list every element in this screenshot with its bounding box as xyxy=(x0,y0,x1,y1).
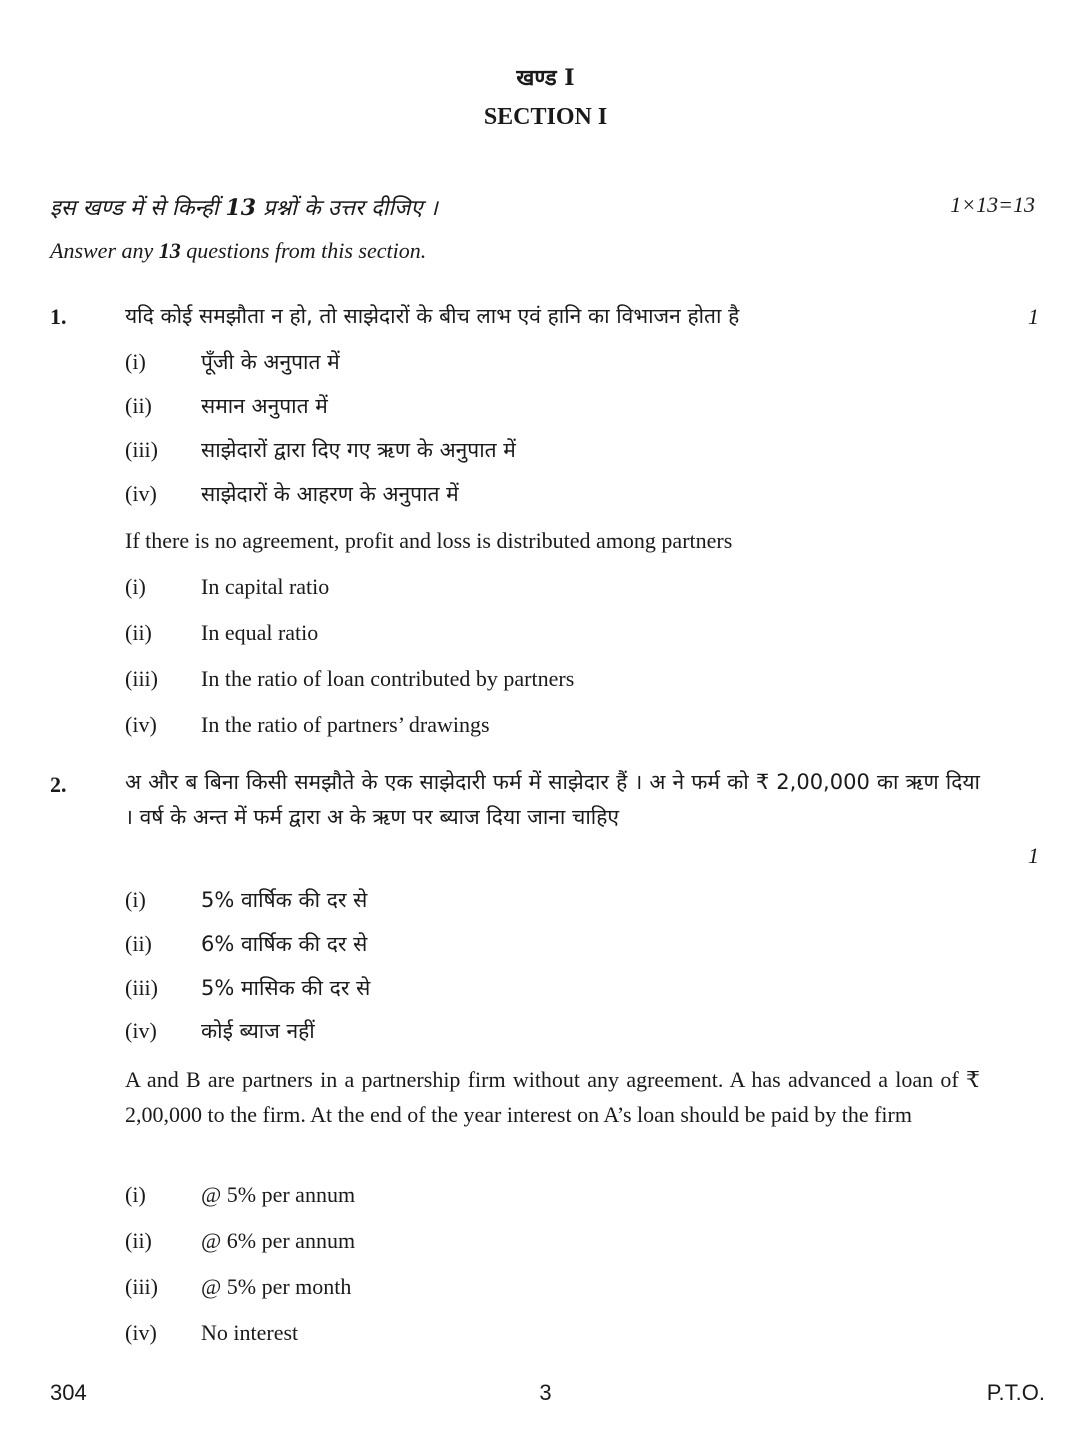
instructions-english: Answer any 13 questions from this section. xyxy=(50,238,427,263)
question-number: 1. xyxy=(50,304,67,329)
option-english: (ii) In equal ratio xyxy=(125,620,319,645)
question-text-english: If there is no agreement, profit and loss is distributed among partners xyxy=(125,528,733,553)
section-title-hindi: खण्ड I xyxy=(516,65,575,91)
paper-code: 304 xyxy=(50,1380,87,1405)
option-english: (i) @ 5% per annum xyxy=(125,1182,356,1207)
question-text-english: A and B are partners in a partnership firm without any agreement. A has advanced a loan of ₹ 2,00,000 to the firm. At the end of the year interest on A’s loan should be paid by the firm xyxy=(125,1067,980,1127)
option-english: (iii) @ 5% per month xyxy=(125,1274,352,1299)
option-hindi: (iv) कोई ब्याज नहीं xyxy=(125,1018,315,1043)
question-marks: 1 xyxy=(1028,843,1039,868)
option-english: (iv) In the ratio of partners’ drawings xyxy=(125,712,490,737)
option-hindi: (i) 5% वार्षिक की दर से xyxy=(125,887,368,912)
pto-label: P.T.O. xyxy=(986,1380,1045,1405)
section-title-english: SECTION I xyxy=(483,104,608,130)
section-marks: 1×13=13 xyxy=(950,192,1035,217)
question-text-hindi: यदि कोई समझौता न हो, तो साझेदारों के बीच लाभ एवं हानि का विभाजन होता है xyxy=(125,304,740,328)
option-hindi: (i) पूँजी के अनुपात में xyxy=(125,349,340,374)
option-hindi: (iii) 5% मासिक की दर से xyxy=(125,975,371,1000)
option-hindi: (ii) 6% वार्षिक की दर से xyxy=(125,931,368,956)
question-text-hindi: अ और ब बिना किसी समझौते के एक साझेदारी फर्म में साझेदार हैं । अ ने फर्म को ₹ 2,00,000 का ऋण दिया । वर्ष के अन्त में फर्म द्वारा अ के ऋण पर ब्याज दिया जाना चाहिए xyxy=(125,770,980,829)
option-hindi: (ii) समान अनुपात में xyxy=(125,393,328,418)
option-hindi: (iv) साझेदारों के आहरण के अनुपात में xyxy=(125,481,459,506)
page-number: 3 xyxy=(539,1380,552,1405)
question-marks: 1 xyxy=(1028,304,1039,329)
question-number: 2. xyxy=(50,772,67,797)
option-english: (i) In capital ratio xyxy=(125,574,330,599)
option-english: (ii) @ 6% per annum xyxy=(125,1228,356,1253)
option-english: (iv) No interest xyxy=(125,1320,299,1345)
option-hindi: (iii) साझेदारों द्वारा दिए गए ऋण के अनुपात में xyxy=(125,437,516,462)
option-english: (iii) In the ratio of loan contributed by partners xyxy=(125,666,575,691)
instructions-hindi: इस खण्ड में से किन्हीं 13 प्रश्नों के उत्तर दीजिए । xyxy=(50,195,438,221)
